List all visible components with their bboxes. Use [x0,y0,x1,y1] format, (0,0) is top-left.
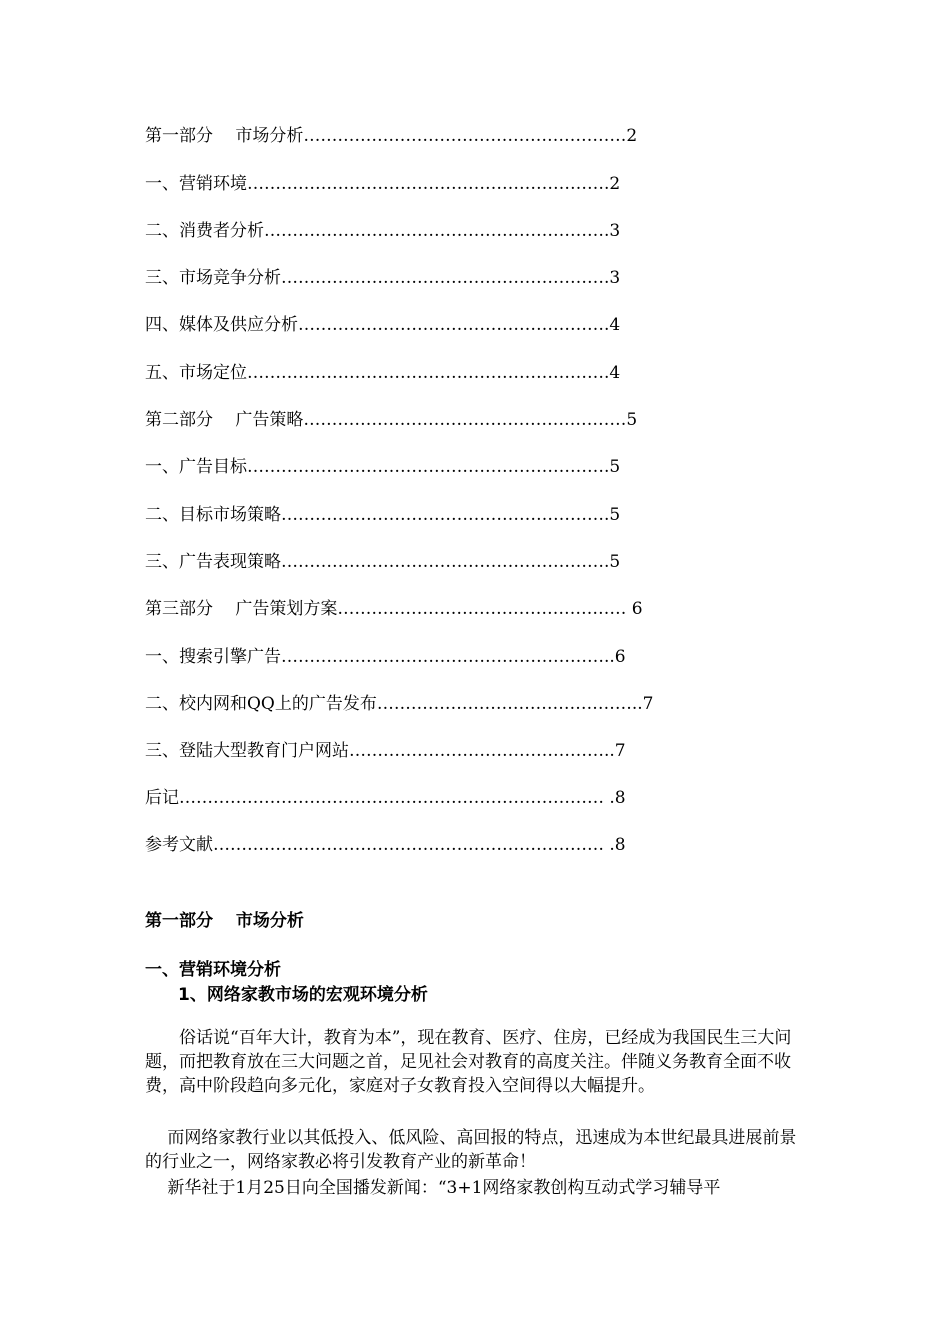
subsubsection-title: 1、网络家教市场的宏观环境分析 [178,985,428,1005]
toc-entry[interactable]: 后记………………………………………………………………… .8 [145,788,626,808]
toc-entry[interactable]: 一、营销环境……………………………………………………….2 [145,174,621,194]
subsection-title: 一、营销环境分析 [145,960,281,980]
toc-entry[interactable]: 三、市场竞争分析………………………………………………….3 [145,268,621,288]
toc-entry[interactable]: 四、媒体及供应分析……………………………………………….4 [145,315,621,335]
toc-entry[interactable]: 二、校内网和QQ上的广告发布………………………………………..7 [145,694,654,714]
toc-entry[interactable]: 参考文献…………………………………………………………… .8 [145,835,626,855]
toc-entry[interactable]: 二、目标市场策略………………………………………………….5 [145,505,621,525]
toc-entry[interactable]: 三、广告表现策略………………………………………………….5 [145,552,621,572]
toc-entry[interactable]: 第三部分 广告策划方案…………………………………………… 6 [145,599,643,619]
toc-entry[interactable]: 五、市场定位……………………………………………………….4 [145,363,621,383]
toc-entry[interactable]: 第一部分 市场分析…………………………………………………2 [145,126,638,146]
toc-entry[interactable]: 第二部分 广告策略…………………………………………………5 [145,410,638,430]
body-paragraph: 而网络家教行业以其低投入、低风险、高回报的特点，迅速成为本世纪最具进展前景的行业之一，网络家教必将引发教育产业的新革命！ [145,1128,797,1172]
toc-entry[interactable]: 二、消费者分析…………………………………………………….3 [145,221,621,241]
toc-entry[interactable]: 一、搜索引擎广告…………………………………………………..6 [145,647,626,667]
body-paragraph: 新华社于1月25日向全国播发新闻：“3+1网络家教创构互动式学习辅导平 [145,1178,721,1198]
body-paragraph: 俗话说“百年大计，教育为本”，现在教育、医疗、住房，已经成为我国民生三大问题，而把教育放在三大问题之首，足见社会对教育的高度关注。伴随义务教育全面不收费，高中阶段趋向多元化，家庭对子女教育投入空间得以大幅提升。 [145,1028,792,1096]
section-title: 第一部分 市场分析 [145,911,304,931]
toc-entry[interactable]: 一、广告目标……………………………………………………….5 [145,457,621,477]
toc-entry[interactable]: 三、登陆大型教育门户网站………………………………………..7 [145,741,626,761]
